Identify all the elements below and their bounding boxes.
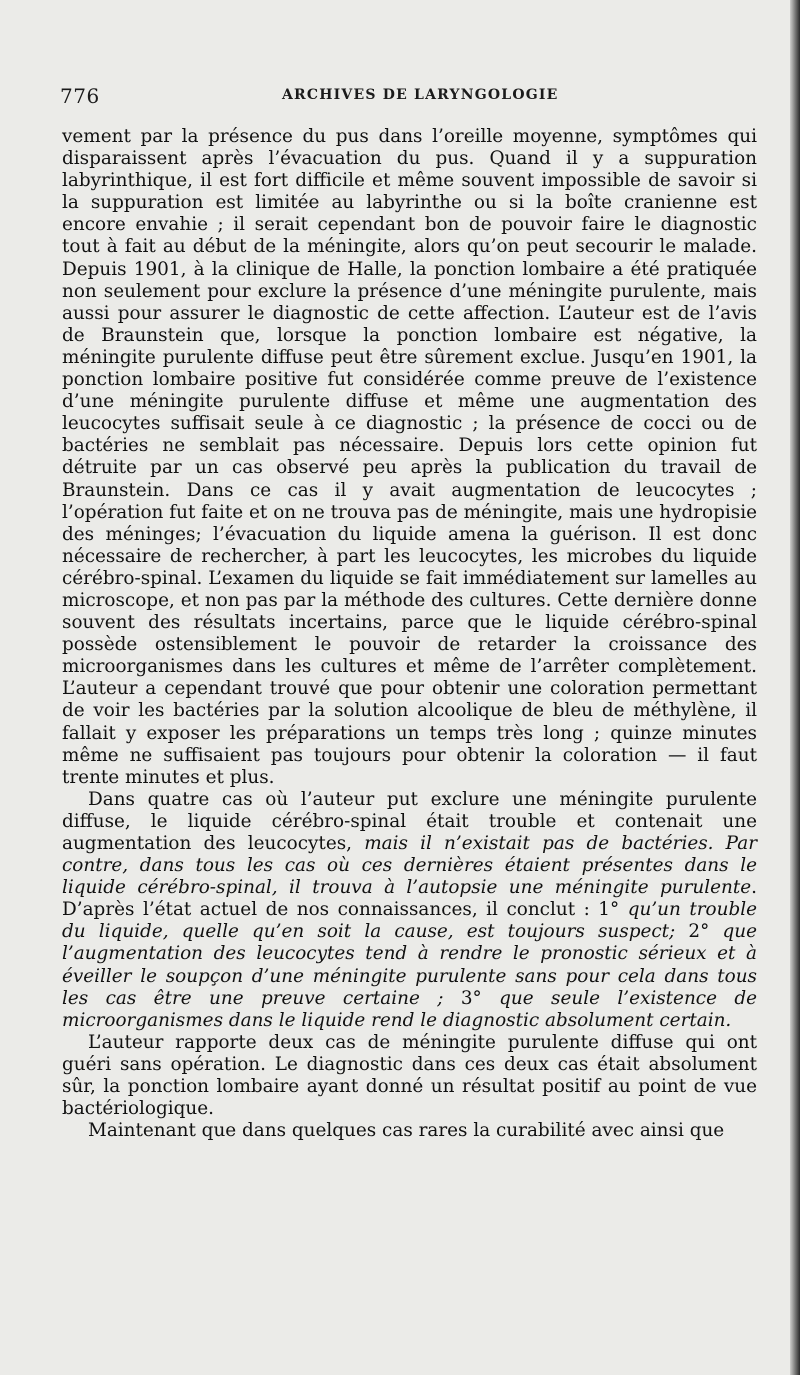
paragraph-2-italic-1: mais il n’existait pas de bactéries. Par contre, dans tous les cas où ces dernières étaient présentes dans le liquide cérébro-spinal, il trouva à l’autopsie une méningite purulente	[62, 833, 757, 899]
paragraph-2-italic-3: que l’augmentation des leucocytes tend à rendre le pronostic sérieux et à éveiller le soupçon d’une méningite purulente sans pour cela dans tous les cas être une preuve certaine ;	[62, 921, 757, 1009]
paragraph-1-text: vement par la présence du pus dans l’oreille moyenne, symptômes qui disparaissent après l’évacuation du pus. Quand il y a suppuration labyrinthique, il est fort difficile et même souvent impossible de savoir si la suppuration est limitée au labyrinthe ou si la boîte cranienne est encore envahie ; il serait cependant bon de pouvoir faire le diagnostic tout à fait au début de la méningite, alors qu’on peut secourir le malade. Depuis 1901, à la clinique de Halle, la ponction lombaire a été pratiquée non seulement pour exclure la présence d’une méningite purulente, mais aussi pour assurer le diagnostic de cette affection. L’auteur est de l’avis de Braunstein que, lorsque la ponction lombaire est négative, la méningite purulente diffuse peut être sûrement exclue. Jusqu’en 1901, la ponction lombaire positive fut considérée comme preuve de l’existence d’une méningite purulente diffuse et même une augmentation des leucocytes suffisait seule à ce diagnostic ; la présence de cocci ou de bactéries ne semblait pas nécessaire. Depuis lors cette opinion fut détruite par un cas observé peu après la publication du travail de Braunstein. Dans ce cas il y avait augmentation de leucocytes ; l’opération fut faite et on ne trouva pas de méningite, mais une hydropisie des méninges; l’évacuation du liquide amena la guérison. Il est donc nécessaire de rechercher, à part les leucocytes, les microbes du liquide cérébro-spinal. L’examen du liquide se fait immédiatement sur lamelles au microscope, et non pas par la méthode des cultures. Cette dernière donne souvent des résultats incertains, parce que le liquide cérébro-spinal possède ostensiblement le pouvoir de retarder la croissance des microorganismes dans les cultures et même de l’arrêter complètement. L’auteur a cependant trouvé que pour obtenir une coloration permettant de voir les bactéries par la solution alcoolique de bleu de méthylène, il fallait y exposer les préparations un temps très long ; quinze minutes même ne suffisaient pas toujours pour obtenir la coloration — il faut trente minutes et plus.	[62, 126, 757, 788]
paragraph-4-text: Maintenant que dans quelques cas rares la curabilité avec ainsi que	[88, 1120, 725, 1142]
paragraph-3-text: L’auteur rapporte deux cas de méningite purulente diffuse qui ont guéri sans opération. Le diagnostic dans ces deux cas était absolument sûr, la ponction lombaire ayant donné un résultat positif au point de vue bactériologique.	[62, 1031, 757, 1120]
paragraph-2-italic-2: qu’un trouble du liquide, quelle qu’en soit la cause, est toujours suspect;	[62, 899, 757, 943]
paragraph-2-text-1: Dans quatre cas où l’auteur put exclure une méningite purulente diffuse, le liquide cérébro-spinal était trouble et contenait une augmentation des leucocytes,	[62, 788, 757, 854]
running-head	[60, 84, 760, 114]
paragraph-4	[62, 1120, 757, 1142]
body-text	[62, 126, 757, 1142]
paragraph-3	[62, 1032, 757, 1120]
paragraph-2	[62, 789, 757, 1032]
paragraph-2-text-3: 2°	[675, 921, 723, 943]
paragraph-2-text-2: . D’après l’état actuel de nos connaissances, il conclut : 1°	[62, 877, 757, 921]
page-number: 776	[60, 84, 100, 108]
paragraph-2-text-4: 3°	[443, 987, 500, 1009]
paragraph-2-italic-4: que seule l’existence de microorganismes dans le liquide rend le diagnostic absolument certain.	[62, 987, 758, 1031]
page-edge-shadow	[790, 0, 800, 1375]
paragraph-1	[62, 126, 757, 789]
journal-title: ARCHIVES DE LARYNGOLOGIE	[282, 87, 559, 103]
